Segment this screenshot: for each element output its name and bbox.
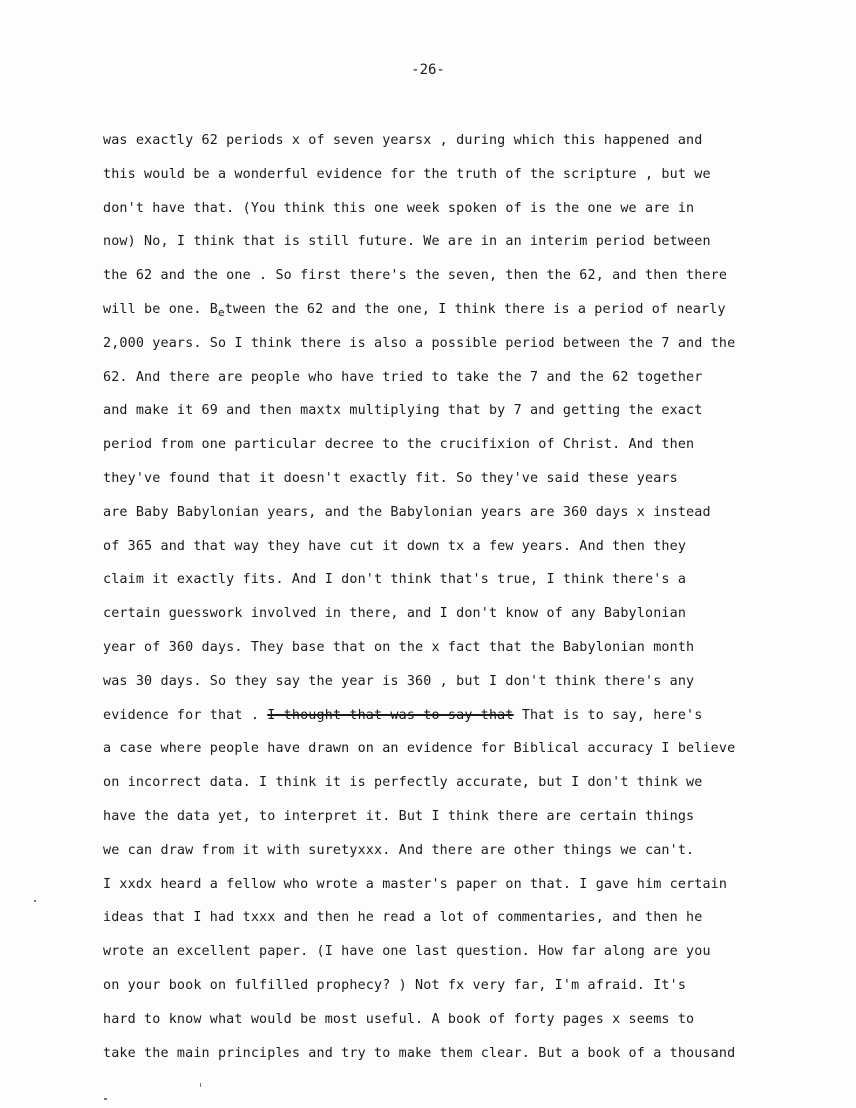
text-run: will be one. B [103, 301, 218, 317]
text-line [103, 530, 803, 564]
text-run: tween the 62 and the one, I think there is a period of nearly [224, 301, 726, 317]
text-line [103, 732, 803, 766]
text-run: year of 360 days. They base that on the x fact that the Babylonian month [103, 639, 695, 655]
text-run: take the main principles and try to make them clear. But a book of a thousand [103, 1045, 736, 1061]
text-run: are Baby Babylonian years, and the Babylonian years are 360 days x instead [103, 504, 711, 520]
text-run: the 62 and the one . So first there's the seven, then the 62, and then there [103, 268, 728, 284]
text-run: have the data yet, to interpret it. But I think there are certain things [103, 808, 695, 824]
text-line [103, 969, 803, 1003]
text-line [103, 834, 803, 868]
text-line [103, 259, 803, 293]
text-run: a case where people have drawn on an evidence for Biblical accuracy I believe [103, 741, 736, 757]
subscript-letter: e [217, 305, 225, 319]
page-number: -26- [411, 62, 445, 78]
text-line [103, 361, 803, 395]
text-run: That is to say, here's [513, 707, 703, 723]
scan-speck [34, 900, 36, 902]
text-run: evidence for that . [103, 707, 268, 723]
text-run: was 30 days. So they say the year is 360 , but I don't think there's any [103, 673, 695, 689]
text-line [103, 868, 803, 902]
text-line [103, 597, 803, 631]
text-run: 2,000 years. So I think there is also a possible period between the 7 and the [103, 335, 736, 351]
text-line [103, 192, 803, 226]
text-run: hard to know what would be most useful. A book of forty pages x seems to [103, 1011, 695, 1027]
text-line [103, 766, 803, 800]
body-text [103, 124, 803, 1070]
text-line [103, 563, 803, 597]
scan-speck [200, 1083, 201, 1087]
text-line [103, 665, 803, 699]
text-line [103, 462, 803, 496]
text-line [103, 631, 803, 665]
text-run: I xxdx heard a fellow who wrote a master's paper on that. I gave him certain [103, 876, 728, 892]
text-run: was exactly 62 periods x of seven yearsx , during which this happened and [103, 133, 703, 148]
text-run: we can draw from it with suretyxxx. And there are other things we can't. [103, 842, 695, 858]
text-run: 62. And there are people who have tried to take the 7 and the 62 together [103, 369, 703, 385]
text-line [103, 394, 803, 428]
text-run: period from one particular decree to the crucifixion of Christ. And then [103, 437, 695, 453]
text-line [103, 1003, 803, 1037]
text-line [103, 327, 803, 361]
scan-speck [104, 1098, 107, 1100]
text-run: and make it 69 and then maxtx multiplying that by 7 and getting the exact [103, 403, 703, 419]
text-line [103, 901, 803, 935]
text-line [103, 1037, 803, 1071]
text-run: of 365 and that way they have cut it down tx a few years. And then they [103, 538, 687, 554]
text-run: claim it exactly fits. And I don't think that's true, I think there's a [103, 572, 687, 588]
struck-through-text: I thought that was to say that [267, 707, 514, 723]
text-run: on your book on fulfilled prophecy? ) Not fx very far, I'm afraid. It's [103, 977, 687, 993]
text-line [103, 935, 803, 969]
text-line [103, 699, 803, 733]
text-line [103, 496, 803, 530]
text-line [103, 124, 803, 158]
text-run: don't have that. (You think this one week spoken of is the one we are in [103, 200, 695, 216]
text-run: now) No, I think that is still future. We are in an interim period between [103, 234, 711, 250]
text-line [103, 158, 803, 192]
text-line [103, 293, 803, 327]
text-line [103, 428, 803, 462]
text-run: certain guesswork involved in there, and I don't know of any Babylonian [103, 606, 687, 622]
text-run: on incorrect data. I think it is perfectly accurate, but I don't think we [103, 775, 703, 791]
text-line [103, 800, 803, 834]
text-run: ideas that I had txxx and then he read a lot of commentaries, and then he [103, 910, 703, 926]
text-run: this would be a wonderful evidence for the truth of the scripture , but we [103, 166, 711, 182]
text-run: wrote an excellent paper. (I have one last question. How far along are you [103, 944, 711, 960]
text-line [103, 225, 803, 259]
text-run: they've found that it doesn't exactly fit. So they've said these years [103, 470, 678, 486]
